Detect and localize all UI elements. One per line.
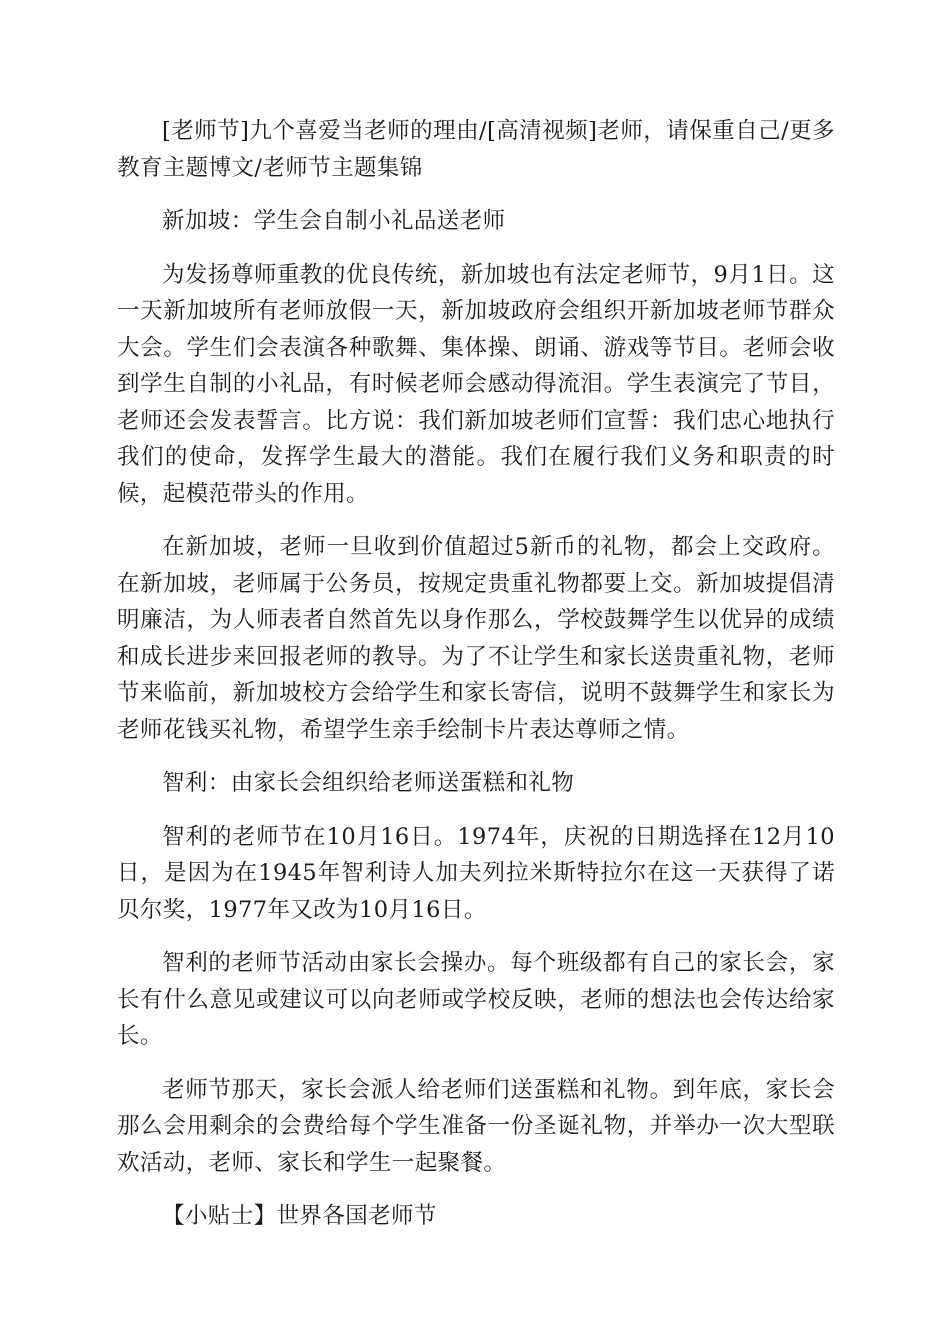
chile-paragraph-2: 智利的老师节活动由家长会操办。每个班级都有自己的家长会，家长有什么意见或建议可以向老师或学校反映，老师的想法也会传达给家长。 xyxy=(117,950,835,1049)
intro-links-paragraph: [老师节]九个喜爱当老师的理由/[高清视频]老师，请保重自己/更多教育主题博文/老师节主题集锦 xyxy=(117,118,835,181)
document-body xyxy=(117,113,835,1252)
chile-paragraph-3: 老师节那天，家长会派人给老师们送蛋糕和礼物。到年底，家长会那么会用剩余的会费给每个学生准备一份圣诞礼物，并举办一次大型联欢活动，老师、家长和学生一起聚餐。 xyxy=(117,1076,835,1176)
singapore-paragraph-2: 在新加坡，老师一旦收到价值超过5新币的礼物，都会上交政府。在新加坡，老师属于公务员，按规定贵重礼物都要上交。新加坡提倡清明廉洁，为人师表者自然首先以身作那么，学校鼓舞学生以优异的成绩和成长进步来回报老师的教导。为了不让学生和家长送贵重礼物，老师节来临前，新加坡校方会给学生和家长寄信，说明不鼓舞学生和家长为老师花钱买礼物，希望学生亲手绘制卡片表达尊师之情。 xyxy=(117,534,835,743)
section-heading-chile: 智利：由家长会组织给老师送蛋糕和礼物 xyxy=(162,770,575,796)
singapore-paragraph-1: 为发扬尊师重教的优良传统，新加坡也有法定老师节，9月1日。这一天新加坡所有老师放假一天，新加坡政府会组织开新加坡老师节群众大会。学生们会表演各种歌舞、集体操、朗诵、游戏等节目。老师会收到学生自制的小礼品，有时候老师会感动得流泪。学生表演完了节目，老师还会发表誓言。比方说：我们新加坡老师们宣誓：我们忠心地执行我们的使命，发挥学生最大的潜能。我们在履行我们义务和职责的时候，起模范带头的作用。 xyxy=(117,261,835,507)
tips-heading: 【小贴士】世界各国老师节 xyxy=(162,1203,437,1229)
section-heading-singapore: 新加坡：学生会自制小礼品送老师 xyxy=(162,208,506,234)
chile-paragraph-1: 智利的老师节在10月16日。1974年，庆祝的日期选择在12月10日，是因为在1945年智利诗人加夫列拉米斯特拉尔在这一天获得了诺贝尔奖，1977年又改为10月16日。 xyxy=(117,823,835,923)
